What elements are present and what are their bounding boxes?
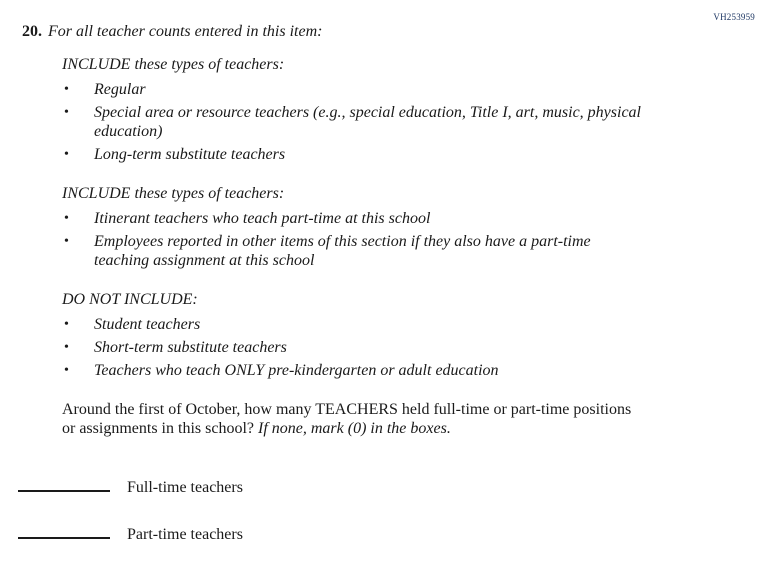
- item-header: [22, 22, 722, 41]
- bullet-text: Teachers who teach ONLY pre-kindergarten or adult education: [94, 362, 499, 379]
- answer-row-full-time: [18, 476, 243, 497]
- bullet-text: Employees reported in other items of this section if they also have a part-time teaching assignment at this school: [94, 233, 591, 269]
- bullet-icon: •: [64, 105, 69, 120]
- bullet-text: Special area or resource teachers (e.g., special education, Title I, art, music, physical education): [94, 104, 641, 140]
- bullet-list: [62, 80, 644, 164]
- include-section-2: [62, 184, 644, 270]
- part-time-teachers-input[interactable]: [18, 523, 110, 539]
- bullet-list: [62, 209, 644, 270]
- list-item: [62, 80, 644, 99]
- bullet-icon: •: [64, 82, 69, 97]
- list-item: [62, 338, 644, 357]
- do-not-include-section: [62, 290, 644, 380]
- bullet-text: Itinerant teachers who teach part-time at this school: [94, 210, 431, 227]
- bullet-icon: •: [64, 211, 69, 226]
- bullet-icon: •: [64, 317, 69, 332]
- bullet-icon: •: [64, 234, 69, 249]
- bullet-icon: •: [64, 363, 69, 378]
- answer-label: Full-time teachers: [127, 479, 243, 496]
- form-code: VH253959: [713, 12, 755, 22]
- section-heading: DO NOT INCLUDE:: [62, 291, 198, 308]
- bullet-icon: •: [64, 147, 69, 162]
- bullet-text: Short-term substitute teachers: [94, 339, 287, 356]
- question-text: [62, 400, 640, 438]
- question-main: Around the first of October, how many TEACHERS held full-time or part-time positions or assignments in this school?: [62, 401, 632, 437]
- answer-row-part-time: [18, 523, 243, 544]
- section-heading: INCLUDE these types of teachers:: [62, 56, 285, 73]
- item-body: [62, 55, 644, 438]
- question-note: If none, mark (0) in the boxes.: [257, 420, 451, 437]
- section-heading: INCLUDE these types of teachers:: [62, 185, 285, 202]
- item-stem: For all teacher counts entered in this item:: [48, 23, 323, 40]
- answer-label: Part-time teachers: [127, 526, 243, 543]
- list-item: [62, 103, 644, 141]
- list-item: [62, 232, 644, 270]
- list-item: [62, 209, 644, 228]
- list-item: [62, 361, 644, 380]
- list-item: [62, 315, 644, 334]
- bullet-icon: •: [64, 340, 69, 355]
- bullet-text: Regular: [94, 81, 146, 98]
- full-time-teachers-input[interactable]: [18, 476, 110, 492]
- include-section-1: [62, 55, 644, 164]
- bullet-text: Long-term substitute teachers: [94, 146, 286, 163]
- item-number: 20.: [22, 23, 42, 40]
- bullet-list: [62, 315, 644, 380]
- bullet-text: Student teachers: [94, 316, 201, 333]
- list-item: [62, 145, 644, 164]
